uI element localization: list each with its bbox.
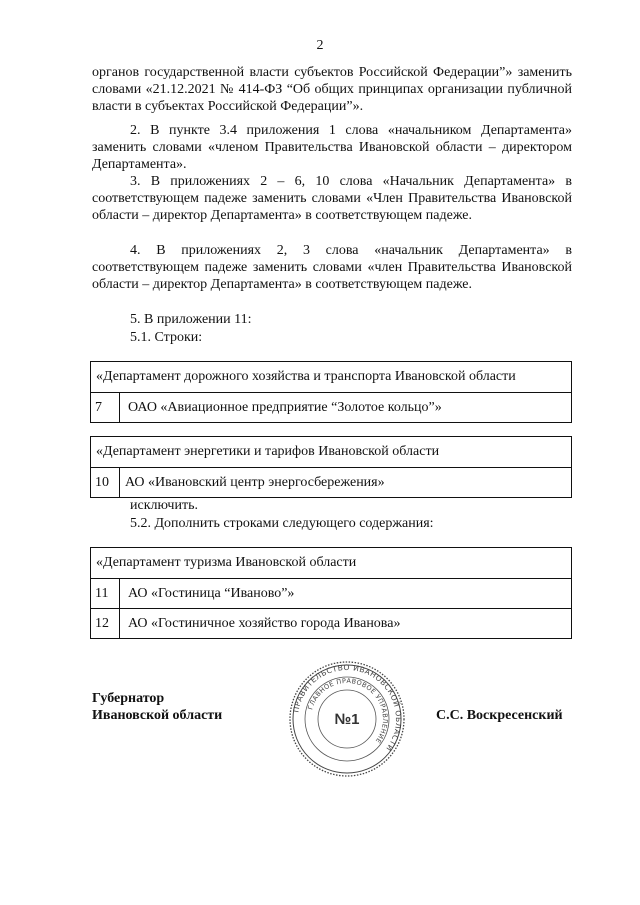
row-number: 11 xyxy=(91,579,120,609)
signatory-title-line-1: Губернатор xyxy=(92,691,165,706)
organization-name: ОАО «Авиационное предприятие “Золотое кольцо”» xyxy=(120,393,572,423)
table-row xyxy=(91,393,572,423)
signatory-name: С.С. Воскресенский xyxy=(436,708,563,723)
table-row xyxy=(91,579,572,609)
page-number: 2 xyxy=(316,38,324,53)
table-row xyxy=(91,362,572,393)
row-number: 7 xyxy=(91,393,120,423)
signatory-title-line-2: Ивановской области xyxy=(92,708,223,723)
paragraph-5: 5. В приложении 11: xyxy=(130,312,252,327)
official-seal-icon xyxy=(288,660,406,778)
row-number: 12 xyxy=(91,609,120,639)
table-energy-tariffs xyxy=(90,436,572,498)
table-tourism xyxy=(90,547,572,639)
signatory-title xyxy=(92,690,222,724)
department-header: «Департамент туризма Ивановской области xyxy=(91,548,572,579)
paragraph-5-1: 5.1. Строки: xyxy=(130,330,203,345)
table-row xyxy=(91,609,572,639)
paragraph-2: 2. В пункте 3.4 приложения 1 слова «начальником Департамента» заменить словами «членом Правительства Ивановской области – директором Департамента». xyxy=(92,123,572,172)
exclude-text: исключить. xyxy=(130,498,198,513)
organization-name: АО «Гостиница “Иваново”» xyxy=(120,579,572,609)
table-row xyxy=(91,437,572,468)
paragraph-5-2: 5.2. Дополнить строками следующего содержания: xyxy=(130,516,434,531)
organization-name: АО «Гостиничное хозяйство города Иванова» xyxy=(120,609,572,639)
row-number: 10 xyxy=(91,468,120,498)
department-header: «Департамент дорожного хозяйства и транспорта Ивановской области xyxy=(91,362,572,393)
department-header: «Департамент энергетики и тарифов Ивановской области xyxy=(91,437,572,468)
table-row xyxy=(91,548,572,579)
paragraph-1-continuation: органов государственной власти субъектов Российской Федерации”» заменить словами «21.12.2021 № 414-ФЗ “Об общих принципах организации публичной власти в субъектах Российской Федерации”». xyxy=(92,65,572,114)
seal-inner-text: ГЛАВНОЕ ПРАВОВОЕ УПРАВЛЕНИЕ xyxy=(306,676,390,745)
table-row xyxy=(91,468,572,498)
paragraph-4: 4. В приложениях 2, 3 слова «начальник Департамента» в соответствующем падеже заменить словами «член Правительства Ивановской области – директор Департамента» в соответствующем падеже. xyxy=(92,243,572,292)
table-road-transport xyxy=(90,361,572,423)
paragraph-3: 3. В приложениях 2 – 6, 10 слова «Начальник Департамента» в соответствующем падеже заменить словами «Член Правительства Ивановской области – директор Департамента» в соответствующем падеже. xyxy=(92,174,572,223)
organization-name: АО «Ивановский центр энергосбережения» xyxy=(120,468,572,498)
seal-center-number: №1 xyxy=(334,711,360,728)
seal-outer-text: ПРАВИТЕЛЬСТВО ИВАНОВСКОЙ ОБЛАСТИ xyxy=(291,662,404,754)
